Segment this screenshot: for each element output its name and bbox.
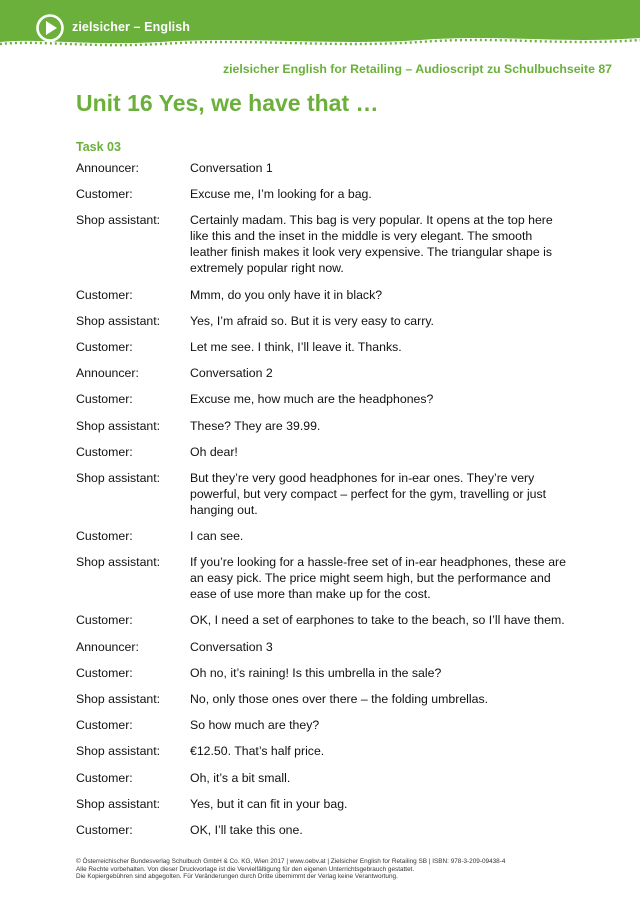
speaker-label: Customer: xyxy=(76,529,133,544)
dialogue-line: Conversation 1 xyxy=(190,161,273,175)
transcript xyxy=(76,160,576,848)
speaker-label: Announcer: xyxy=(76,639,139,654)
transcript-row xyxy=(76,186,576,202)
speaker-label: Customer: xyxy=(76,339,133,354)
transcript-row xyxy=(76,212,576,276)
dialogue-line: If you’re looking for a hassle-free set of in-ear headphones, these are an easy pick. The price might seem high, but the performance and ease of use more than make up for the cost. xyxy=(190,555,566,602)
speaker-label: Customer: xyxy=(76,613,133,628)
transcript-row xyxy=(76,639,576,655)
transcript-row xyxy=(76,339,576,355)
dialogue-line: Certainly madam. This bag is very popular. It opens at the top here like this and the inset in the middle is very elegant. The smooth leather finish makes it look very expensive. The triangular shape is extremely popular right now. xyxy=(190,213,553,276)
dialogue-line: OK, I’ll take this one. xyxy=(190,822,303,837)
speaker-label: Shop assistant: xyxy=(76,470,161,485)
speaker-label: Shop assistant: xyxy=(76,418,161,433)
speaker-label: Customer: xyxy=(76,665,133,680)
page-title: Unit 16 Yes, we have that … xyxy=(76,90,379,116)
speaker-label: Shop assistant: xyxy=(76,555,161,570)
brand-name: zielsicher – English xyxy=(72,20,191,34)
transcript-row xyxy=(76,743,576,759)
speaker-label: Shop assistant: xyxy=(76,313,161,328)
speaker-label: Shop assistant: xyxy=(76,213,161,228)
transcript-row xyxy=(76,418,576,434)
dialogue-line: Let me see. I think, I’ll leave it. Thanks. xyxy=(190,339,402,354)
speaker-label: Customer: xyxy=(76,770,133,785)
dialogue-line: Oh dear! xyxy=(190,444,238,459)
dialogue-line: Oh no, it’s raining! Is this umbrella in the sale? xyxy=(190,665,442,680)
speaker-label: Shop assistant: xyxy=(76,796,161,811)
dialogue-line: No, only those ones over there – the folding umbrellas. xyxy=(190,692,489,706)
transcript-row xyxy=(76,365,576,381)
transcript-row xyxy=(76,444,576,460)
dialogue-line: So how much are they? xyxy=(190,718,320,733)
transcript-row xyxy=(76,822,576,838)
dialogue-line: These? They are 39.99. xyxy=(190,418,321,433)
dialogue-line: OK, I need a set of earphones to take to the beach, so I’ll have them. xyxy=(190,613,565,628)
dialogue-line: Conversation 2 xyxy=(190,366,273,381)
footer-line: Alle Rechte vorbehalten. Von dieser Druckvorlage ist die Vervielfältigung für den eigenen Unterrichtsgebrauch gestattet. xyxy=(76,865,415,873)
speaker-label: Shop assistant: xyxy=(76,692,161,706)
speaker-label: Customer: xyxy=(76,822,133,837)
dialogue-line: Yes, but it can fit in your bag. xyxy=(190,796,348,811)
transcript-row xyxy=(76,717,576,733)
transcript-row xyxy=(76,691,576,707)
dialogue-line: Mmm, do you only have it in black? xyxy=(190,287,383,302)
speaker-label: Customer: xyxy=(76,718,133,733)
dialogue-line: Excuse me, how much are the headphones? xyxy=(190,392,434,407)
footer-line: © Österreichischer Bundesverlag Schulbuch GmbH & Co. KG, Wien 2017 | www.oebv.at | Zielsicher English for Retailing SB | ISBN: 978-3-209-09438-4 xyxy=(76,858,506,865)
dialogue-line: Yes, I’m afraid so. But it is very easy to carry. xyxy=(190,313,434,328)
transcript-row xyxy=(76,665,576,681)
transcript-row xyxy=(76,313,576,329)
speaker-label: Announcer: xyxy=(76,161,139,175)
transcript-row xyxy=(76,160,576,176)
dialogue-line: But they’re very good headphones for in-ear ones. They’re very powerful, but very compact – perfect for the gym, travelling or just hanging out. xyxy=(190,470,547,517)
speaker-label: Announcer: xyxy=(76,366,139,381)
speaker-label: Shop assistant: xyxy=(76,744,161,759)
transcript-row xyxy=(76,528,576,544)
transcript-row xyxy=(76,391,576,407)
transcript-row xyxy=(76,770,576,786)
transcript-row xyxy=(76,612,576,628)
speaker-label: Customer: xyxy=(76,287,133,302)
speaker-label: Customer: xyxy=(76,392,133,407)
dialogue-line: €12.50. That’s half price. xyxy=(190,744,325,759)
footer xyxy=(76,858,596,881)
speaker-label: Customer: xyxy=(76,444,133,459)
audioscript-subheader: zielsicher English for Retailing – Audioscript zu Schulbuchseite 87 xyxy=(222,62,612,76)
dialogue-line: Conversation 3 xyxy=(190,639,273,654)
transcript-row xyxy=(76,796,576,812)
dialogue-line: Excuse me, I’m looking for a bag. xyxy=(190,187,372,202)
dialogue-line: I can see. xyxy=(190,529,244,544)
speaker-label: Customer: xyxy=(76,187,133,202)
task-heading: Task 03 xyxy=(76,140,121,154)
transcript-row xyxy=(76,554,576,602)
transcript-row xyxy=(76,470,576,518)
transcript-row xyxy=(76,287,576,303)
footer-line: Die Kopiergebühren sind abgegolten. Für Veränderungen durch Dritte übernimmt der Verlag keine Verantwortung. xyxy=(76,873,398,881)
dialogue-line: Oh, it’s a bit small. xyxy=(190,770,291,785)
